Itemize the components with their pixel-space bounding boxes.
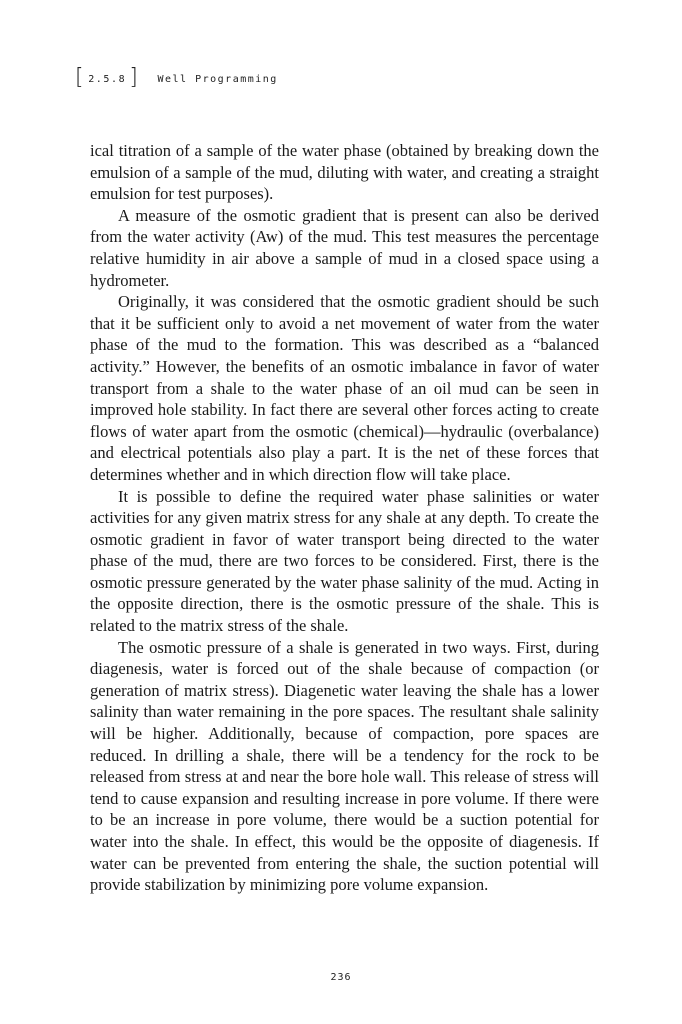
chapter-title: Well Programming (157, 73, 278, 85)
section-number: 2.5.8 (88, 73, 127, 85)
left-bracket-icon: [ (75, 65, 86, 90)
paragraph-4: It is possible to define the required water phase salinities or water activities for any given matrix stress for any shale at any depth. To create the osmotic gradient in favor of water transport being directed to the water phase of the mud, there are two forces to be considered. First, there is the osmotic pressure generated by the water phase salinity of the mud. Acting in the opposite direction, there is the osmotic pressure of the shale. This is related to the matrix stress of the shale. (90, 486, 599, 636)
section-marker (75, 65, 140, 90)
running-head (75, 64, 278, 94)
paragraph-5: The osmotic pressure of a shale is generated in two ways. First, during diagenesis, water is forced out of the shale because of compaction (or generation of matrix stress). Diagenetic water leaving the shale has a lower salinity than water remaining in the pore spaces. The resultant shale salinity will be higher. Additionally, because of compaction, pore spaces are reduced. In drilling a shale, there will be a tendency for the rock to be released from stress at and near the bore hole wall. This release of stress will tend to cause expansion and resulting increase in pore volume. If there were to be an increase in pore volume, there would be a suction potential for water into the shale. In effect, this would be the opposite of diagenesis. If water can be prevented from entering the shale, the suction potential will provide stabilization by minimizing pore volume expansion. (90, 637, 599, 895)
right-bracket-icon: ] (129, 65, 140, 90)
paragraph-2: A measure of the osmotic gradient that is present can also be derived from the water activity (Aw) of the mud. This test measures the percentage relative humidity in air above a sample of mud in a closed space using a hydrometer. (90, 205, 599, 290)
page-number: 236 (330, 972, 352, 983)
body-text (90, 140, 599, 896)
paragraph-3: Originally, it was considered that the osmotic gradient should be such that it be sufficient only to avoid a net movement of water from the water phase of the mud to the formation. This was described as a “balanced activity.” However, the benefits of an osmotic imbalance in favor of water transport from a shale to the water phase of an oil mud can be seen in improved hole stability. In fact there are several other forces acting to create flows of water apart from the osmotic (chemical)—hydraulic (overbalance) and electrical potentials also play a part. It is the net of these forces that determines whether and in which direction flow will take place. (90, 292, 599, 484)
paragraph-1: ical titration of a sample of the water phase (obtained by breaking down the emulsion of a sample of the mud, diluting with water, and creating a straight emulsion for test purposes). (90, 141, 599, 204)
